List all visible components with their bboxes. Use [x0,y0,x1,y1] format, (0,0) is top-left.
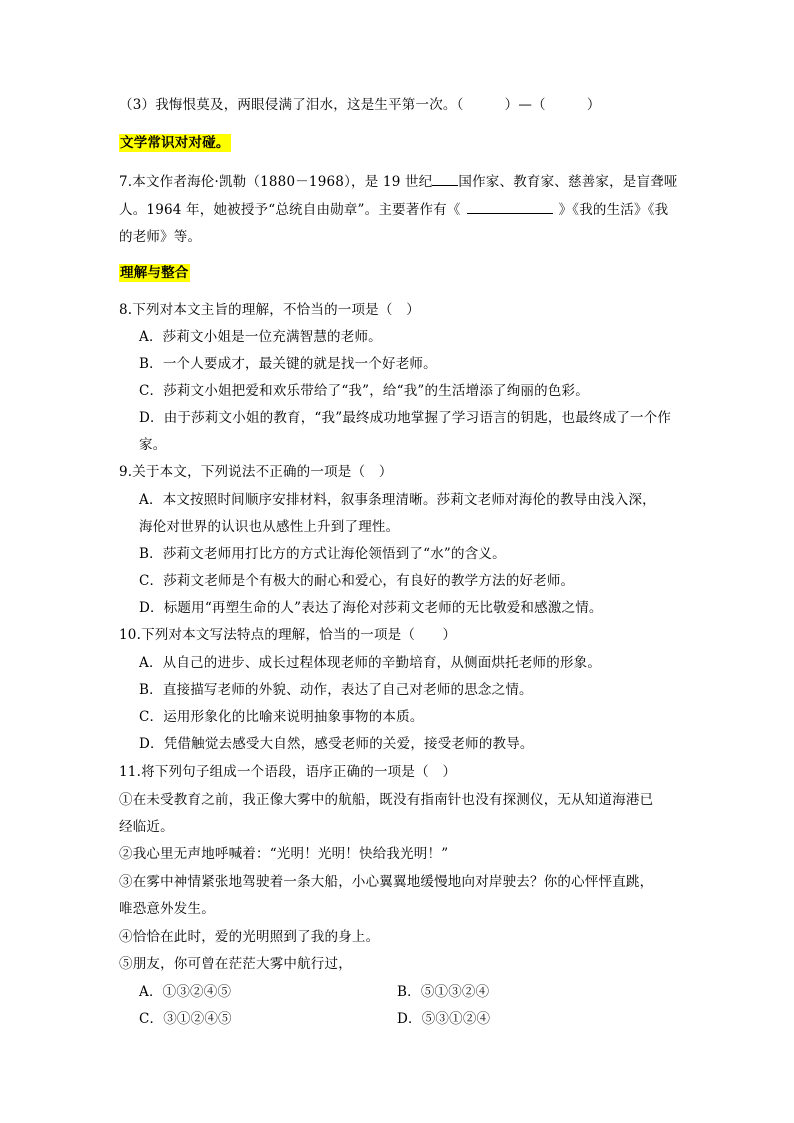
question-11-sentence-4: ④恰恰在此时，爱的光明照到了我的身上。 [119,929,380,945]
highlighted-heading: 理解与整合 [120,265,189,281]
question-11-option-d: D．⑤③①②④ [397,1011,491,1027]
question-11-option-b: B．⑤①③②④ [397,984,490,1000]
question-9-option-a-cont: 海伦对世界的认识也从感性上升到了理性。 [139,519,400,535]
question-7-line-2: 人。1964 年，她被授予“总统自由勋章”。主要著作有《 》《我的生活》《我 [119,202,669,218]
question-8-option-d-cont: 家。 [139,437,167,453]
question-10-option-c: C．运用形象化的比喻来说明抽象事物的本质。 [139,709,424,725]
question-11-sentence-1-cont: 经临近。 [119,819,174,835]
question-10-option-d: D．凭借触觉去感受大自然，感受老师的关爱，接受老师的教导。 [139,736,534,752]
question-11-sentence-5: ⑤朋友，你可曾在茫茫大雾中航行过， [119,956,352,972]
question-9-option-a: A．本文按照时间顺序安排材料，叙事条理清晰。莎莉文老师对海伦的教导由浅入深， [139,492,656,508]
question-11-sentence-3-cont: 唯恐意外发生。 [119,901,215,917]
question-9-stem: 9.关于本文，下列说法不正确的一项是（ ） [119,464,393,480]
question-11-option-c: C．③①②④⑤ [139,1011,232,1027]
question-8-option-b: B．一个人要成才，最关键的就是找一个好老师。 [139,356,437,372]
question-8-option-c: C．莎莉文小姐把爱和欢乐带给了“我”，给“我”的生活增添了绚丽的色彩。 [139,383,589,399]
question-3-line: （3）我悔恨莫及，两眼侵满了泪水，这是生平第一次。（ ）—（ ） [119,97,601,113]
question-9-option-c: C．莎莉文老师是个有极大的耐心和爱心，有良好的教学方法的好老师。 [139,573,575,589]
question-10-option-b: B．直接描写老师的外貌、动作，表达了自己对老师的思念之情。 [139,682,533,698]
question-8-option-d: D．由于莎莉文小姐的教育，“我”最终成功地掌握了学习语言的钥匙，也最终成了一个作 [139,410,672,426]
question-8-option-a: A．莎莉文小姐是一位充满智慧的老师。 [139,329,382,345]
question-10-stem: 10.下列对本文写法特点的理解，恰当的一项是（ ） [119,627,457,643]
question-11-option-a: A．①③②④⑤ [139,984,232,1000]
question-9-option-b: B．莎莉文老师用打比方的方式让海伦领悟到了“水”的含义。 [139,546,506,562]
question-11-sentence-2: ②我心里无声地呼喊着：“光明！光明！快给我光明！” [119,846,449,862]
question-10-option-a: A．从自己的进步、成长过程体现老师的辛勤培育，从侧面烘托老师的形象。 [139,655,602,671]
question-11-sentence-1: ①在未受教育之前，我正像大雾中的航船，既没有指南针也没有探测仪，无从知道海港已 [119,792,654,808]
section-heading-literature [119,134,231,152]
fill-blank [432,172,458,186]
question-7-line-3: 的老师》等。 [119,229,202,245]
question-11-stem: 11.将下列句子组成一个语段，语序正确的一项是（ ） [119,764,457,780]
question-9-option-d: D．标题用“再塑生命的人”表达了海伦对莎莉文老师的无比敬爱和感激之情。 [139,600,603,616]
question-8-stem: 8.下列对本文主旨的理解，不恰当的一项是（ ） [119,302,420,318]
fill-blank [467,200,553,214]
section-heading-understanding [119,264,190,282]
question-11-sentence-3: ③在雾中神情紧张地驾驶着一条大船，小心翼翼地缓慢地向对岸驶去？你的心怦怦直跳， [119,874,654,890]
highlighted-heading: 文学常识对对碰。 [120,135,230,151]
question-7-line-1: 7.本文作者海伦·凯勒（1880－1968），是 19 世纪 国作家、教育家、慈善家，是盲聋哑 [119,174,678,190]
